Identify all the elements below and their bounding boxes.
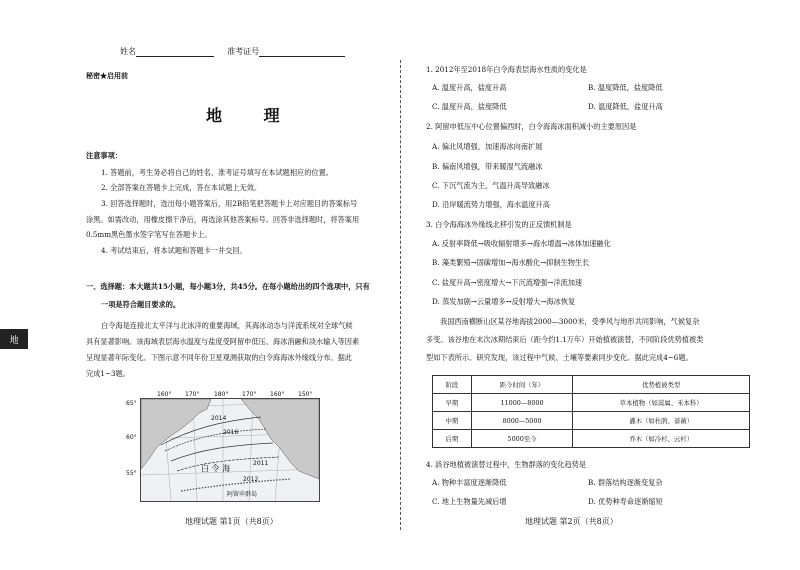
lon-label: 170° [242, 391, 257, 398]
passage-line: 呈现显著年际变化。下图示意不同年份卫星观测获取的白令海海冰外缘线分布。据此 [86, 353, 352, 362]
note-line: 2. 全部答案在答题卡上完成，答在本试题上无效。 [101, 183, 262, 192]
name-underline [136, 47, 214, 57]
table-header-row [433, 376, 750, 394]
table-header: 距今时间（年） [471, 376, 572, 394]
secret-mark: 秘密★启用前 [86, 71, 128, 80]
option: B. 偏南风增强，带来暖湿气流融冰 [432, 162, 543, 171]
option: B. 藻类繁殖→固碳增加→海水酸化→抑制生物生长 [432, 258, 590, 267]
page-title: 地 理 [206, 106, 298, 125]
option: D. 温度降低，盐度升高 [588, 102, 663, 111]
option: D. 蒸发加剧→云量增多→反射增大→海冰恢复 [432, 297, 576, 306]
option: B. 群落结构逐渐变复杂 [588, 478, 663, 487]
page-divider [400, 60, 401, 530]
year-label: 2011 [253, 460, 269, 467]
footer-left: 地理试题 第1页（共8页） [185, 517, 278, 526]
table-row [433, 430, 750, 448]
option: C. 温度升高，盐度降低 [432, 102, 507, 111]
question-stem: 3. 白令海海冰外缘线北移引发的正反馈机制是 [426, 220, 572, 229]
option: A. 反射率降低→吸收辐射增多→海水增温→冰体加速融化 [432, 239, 611, 248]
table-header: 阶段 [433, 376, 472, 394]
lat-label: 65° [126, 400, 137, 407]
note-line: 3. 回答选择题时，选出每小题答案后，用2B铅笔把答题卡上对应题目的答案标号 [101, 199, 358, 208]
year-label: 2012 [243, 476, 259, 483]
option: A. 偏北风增强，加速海冰向南扩展 [432, 142, 543, 151]
table-cell: 11000—8000 [471, 394, 572, 412]
passage-line: 完成1~3题。 [86, 369, 130, 378]
option: B. 温度降低，盐度降低 [588, 83, 663, 92]
question-stem: 1. 2012年至2018年白令海表层海水性质的变化是 [426, 65, 587, 74]
table-cell: 8000—5000 [471, 412, 572, 430]
sea-label: 白 令 海 [201, 464, 231, 473]
passage-line: 多变。该谷地在末次冰期结束后（距今约1.1万年）开始植被演替，不同阶段优势植被类 [426, 335, 704, 344]
section-heading-cont: 一项是符合题目要求的。 [101, 300, 181, 309]
table-cell: 乔木（如冷杉、云杉） [573, 430, 750, 448]
lon-label: 160° [157, 391, 172, 398]
section-heading: 一、选择题：本大题共15小题，每小题3分，共45分。在每小题给出的四个选项中，只有 [86, 282, 370, 291]
table-row [433, 412, 750, 430]
exam-no-underline [259, 47, 345, 57]
note-line: 4. 考试结束后，将本试题和答题卡一并交回。 [101, 246, 247, 255]
option: A. 物种丰富度逐渐降低 [432, 478, 507, 487]
passage-line: 具有显著影响。该海域表层海水温度与盐度受阿留申低压、海冰消融和淡水输入等因素 [86, 337, 360, 346]
footer-right: 地理试题 第2页（共8页） [525, 517, 618, 526]
note-line: 1. 答题前，考生务必将自己的姓名、准考证号填写在本试题相应的位置。 [101, 168, 333, 177]
table-cell: 灌木（如杜鹃、蔷薇） [573, 412, 750, 430]
year-label: 2016 [223, 429, 239, 436]
name-label: 姓名 [120, 47, 136, 56]
option: D. 沿岸暖流势力增强，海水温度升高 [432, 200, 550, 209]
table-row [433, 394, 750, 412]
question-stem: 2. 阿留申低压中心位置偏西时，白令海海冰面积减小的主要原因是 [426, 122, 637, 131]
table-cell: 后期 [433, 430, 472, 448]
option: A. 温度升高，盐度升高 [432, 83, 507, 92]
lon-label: 150° [298, 391, 313, 398]
lon-label: 170° [185, 391, 200, 398]
table-header: 优势植被类型 [573, 376, 750, 394]
lat-label: 60° [126, 434, 137, 441]
table-cell: 5000至今 [471, 430, 572, 448]
question-stem: 4. 該谷地植被演替过程中，生物群落的变化趋势是 [426, 460, 587, 469]
vegetation-table [432, 375, 750, 448]
lon-label: 180° [214, 391, 229, 398]
note-line: 0.5mm黑色墨水签字笔写在答题卡上。 [86, 230, 212, 239]
option: C. 盐度升高→密度增大→下沉流增强→洋流加速 [432, 278, 583, 287]
lon-label: 160° [270, 391, 285, 398]
option: C. 地上生物量先减后增 [432, 497, 507, 506]
table-cell: 草本植物（如蒿属、禾本科） [573, 394, 750, 412]
option: D. 优势种寿命逐渐缩短 [588, 497, 663, 506]
passage-line: 我国西南横断山区某谷地海拔2000—3000米，受季风与地形共同影响，气候复杂 [440, 317, 700, 326]
side-tab: 地 [0, 329, 28, 349]
exam-no-label: 准考证号 [227, 47, 260, 56]
lat-label: 55° [126, 470, 137, 477]
table-cell: 中期 [433, 412, 472, 430]
note-line: 涂黑。如需改动，用橡皮擦干净后，再选涂其他答案标号。回答非选择题时，将答案用 [86, 215, 360, 224]
bering-sea-map [140, 398, 320, 502]
passage-line: 白令海是连接北太平洋与北冰洋的重要海域，其海冰动态与洋流系统对全球气候 [101, 321, 353, 330]
year-label: 2014 [211, 415, 227, 422]
table-cell: 早期 [433, 394, 472, 412]
option: C. 下沉气流为主，气温升高导致融冰 [432, 181, 550, 190]
name-field [120, 46, 345, 57]
notes-heading: 注意事项： [86, 151, 122, 160]
passage-line: 型如下表所示。研究发现，该过程中气候、土壤等要素同步变化。据此完成4~6题。 [426, 353, 693, 362]
aleutian-label: 阿留申群岛 [227, 491, 258, 498]
